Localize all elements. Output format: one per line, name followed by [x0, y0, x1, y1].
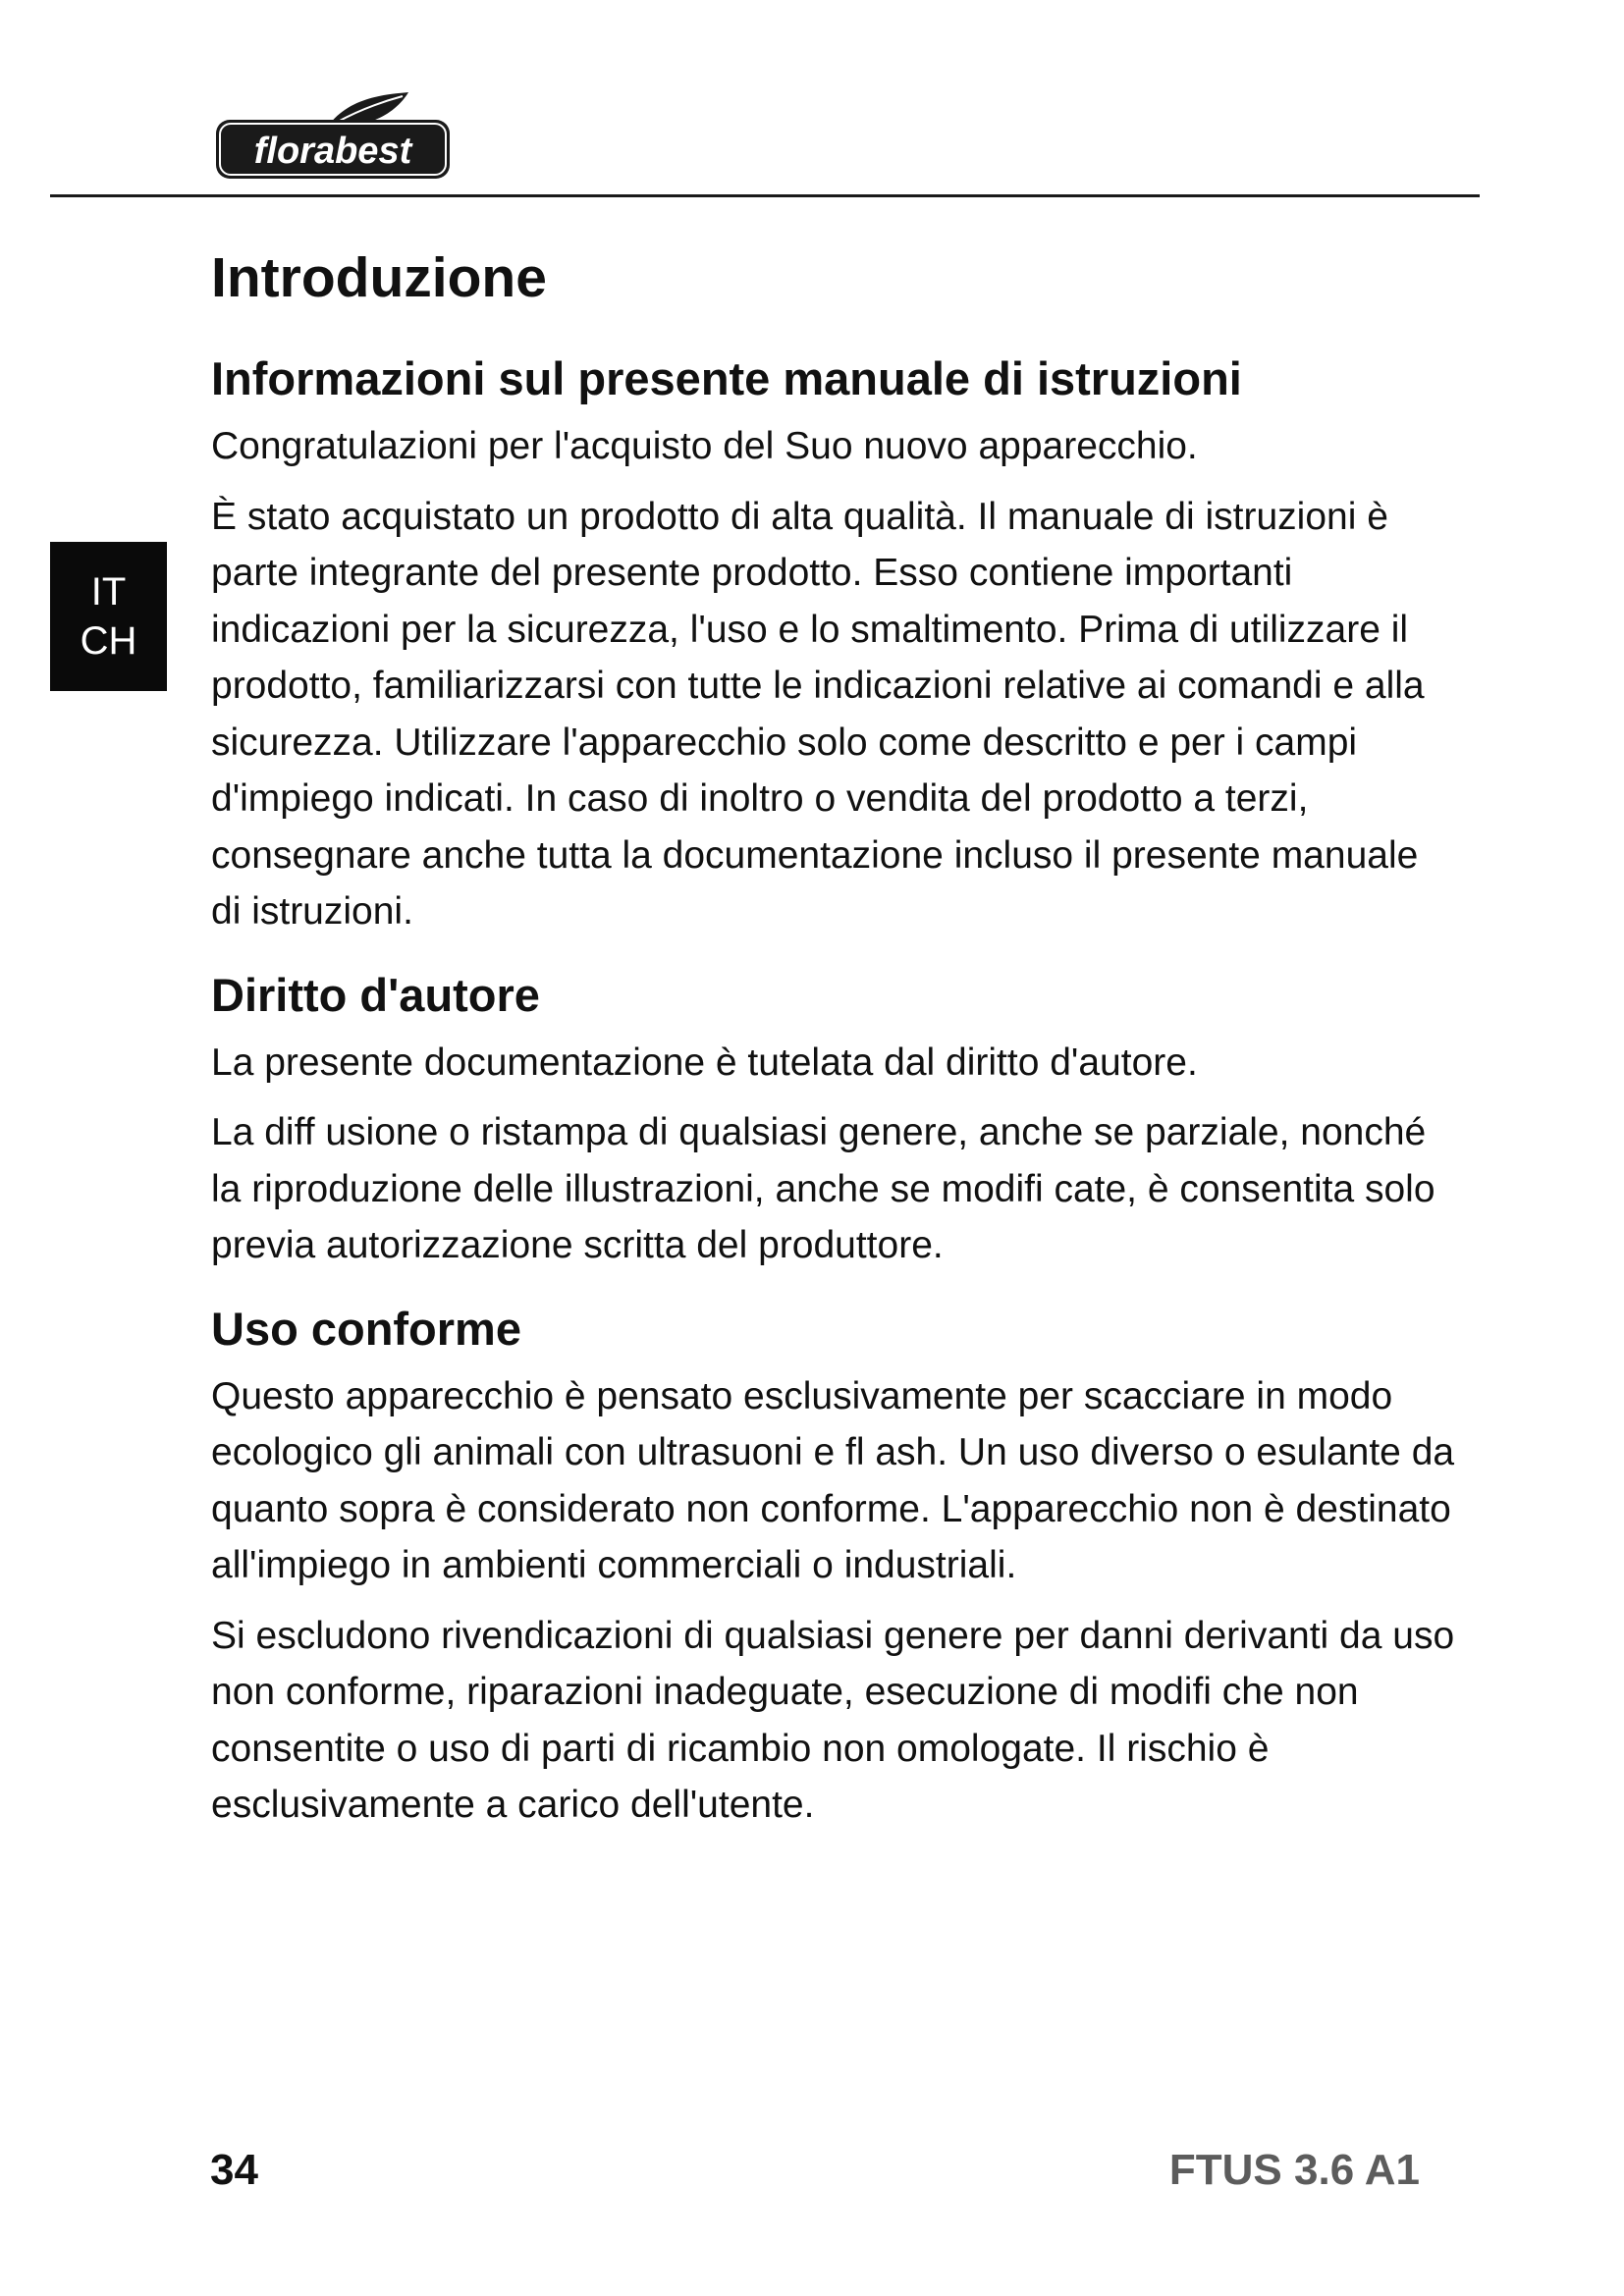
paragraph: È stato acquistato un prodotto di alta qualità. Il manuale di istruzioni è parte integrante del presente prodotto. Esso contiene importanti indicazioni per la sicurezza, l'uso e lo smaltimento. Prima di utilizzare il prodotto, familiarizzarsi con tutte le indicazioni relative ai comandi e alla sicurezza. Utilizzare l'apparecchio solo come descritto e per i campi d'impiego indicati. In caso di inoltro o vendita del prodotto a terzi, consegnare anche tutta la documentazione incluso il presente manuale di istruzioni.: [211, 495, 1425, 933]
paragraph: La diff usione o ristampa di qualsiasi genere, anche se parziale, nonché la riproduzione delle illustrazioni, anche se modifi cate, è consentita solo previa autorizzazione scritta del produttore.: [211, 1111, 1435, 1266]
main-content: [211, 243, 1458, 1859]
section-manual-info: [211, 349, 1458, 940]
page-number: 34: [210, 2146, 258, 2194]
logo-text: florabest: [253, 131, 412, 172]
section-intended-use: [211, 1300, 1458, 1834]
model-number: FTUS 3.6 A1: [1168, 2146, 1420, 2194]
paragraph: Questo apparecchio è pensato esclusivamente per scacciare in modo ecologico gli animali con ultrasuoni e fl ash. Un uso diverso o esulante da quanto sopra è considerato non conforme. L'apparecchio non è destinato all'impiego in ambienti commerciali o industriali.: [211, 1374, 1455, 1586]
florabest-logo: [214, 90, 456, 183]
paragraph: Congratulazioni per l'acquisto del Suo nuovo apparecchio.: [211, 425, 1198, 467]
language-code-ch: CH: [80, 619, 137, 663]
section-heading: Informazioni sul presente manuale di istruzioni: [211, 352, 1242, 404]
section-heading: Uso conforme: [211, 1302, 521, 1355]
paragraph: Si escludono rivendicazioni di qualsiasi genere per danni derivanti da uso non conforme, riparazioni inadeguate, esecuzione di modifi che non consentite o uso di parti di ricambio non omologate. Il rischio è esclusivamente a carico dell'utente.: [211, 1614, 1455, 1826]
language-code-it: IT: [90, 570, 127, 614]
language-tab: [50, 542, 167, 691]
section-copyright: [211, 966, 1458, 1274]
paragraph: La presente documentazione è tutelata dal diritto d'autore.: [211, 1041, 1198, 1084]
page-title: Introduzione: [211, 246, 547, 309]
header-divider: [50, 194, 1480, 197]
section-heading: Diritto d'autore: [211, 968, 540, 1021]
